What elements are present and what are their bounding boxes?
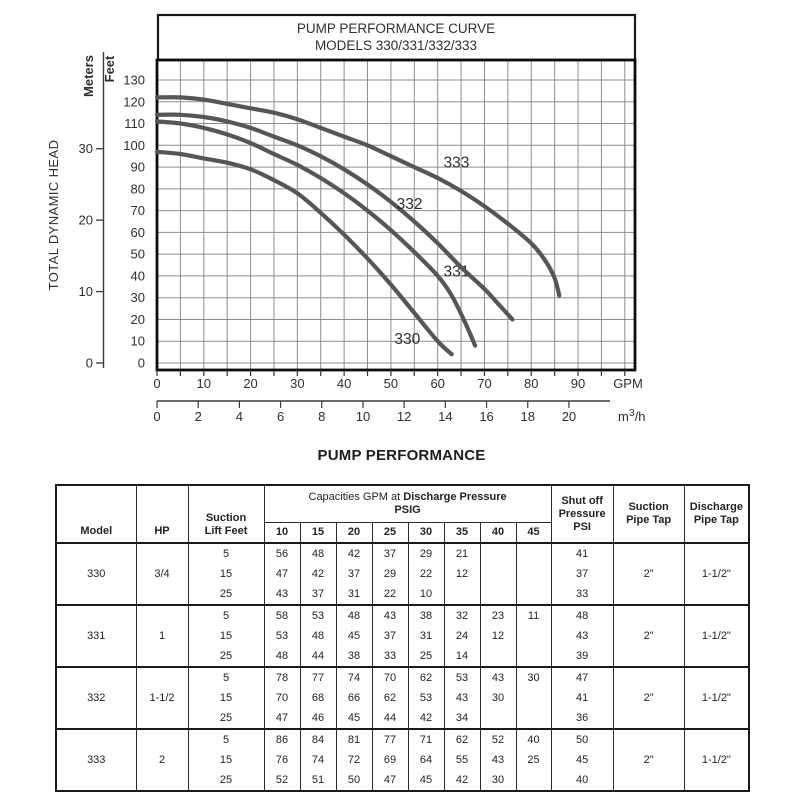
hp-cell: 1: [136, 605, 188, 667]
table-heading: PUMP PERFORMANCE: [317, 447, 486, 464]
col-header-psig-30: 30: [408, 522, 444, 543]
hp-cell: 2: [136, 729, 188, 791]
col-header-hp: HP: [136, 485, 188, 543]
svg-text:80: 80: [130, 181, 145, 197]
svg-text:16: 16: [479, 409, 494, 424]
col-header-discharge-tap: Discharge Pipe Tap: [684, 485, 749, 543]
capacity-cell-psig-10: 78 70 47: [264, 667, 300, 729]
capacity-cell-psig-25: 70 62 44: [372, 667, 408, 729]
curve-label-333: 333: [443, 154, 470, 172]
model-cell: 331: [56, 605, 136, 667]
capacity-cell-psig-10: 86 76 52: [264, 729, 300, 791]
capacity-cell-psig-40: 23 12: [480, 605, 516, 667]
capacity-cell-psig-20: 74 66 45: [336, 667, 372, 729]
m3h-unit-label: $m^3/h$: [618, 407, 646, 424]
x-axis-gpm: [153, 370, 642, 391]
curve-333: [157, 97, 559, 295]
svg-text:30: 30: [290, 376, 305, 391]
svg-text:60: 60: [130, 224, 145, 240]
grid: [157, 60, 635, 370]
svg-text:50: 50: [130, 246, 145, 262]
capacity-cell-psig-25: 77 69 47: [372, 729, 408, 791]
shutoff-cell: 41 37 33: [551, 543, 613, 605]
svg-text:20: 20: [561, 409, 577, 424]
svg-text:10: 10: [196, 376, 212, 391]
svg-text:10: 10: [130, 333, 145, 349]
discharge-tap-cell: 1-1/2": [684, 729, 749, 791]
capacity-cell-psig-30: 71 64 45: [408, 729, 444, 791]
chart-title: PUMP PERFORMANCE CURVE: [296, 21, 496, 36]
curve-label-330: 330: [394, 331, 421, 349]
discharge-tap-cell: 1-1/2": [684, 605, 749, 667]
capacity-cell-psig-10: 58 53 48: [264, 605, 300, 667]
capacity-cell-psig-20: 81 72 50: [336, 729, 372, 791]
svg-text:70: 70: [477, 376, 492, 391]
capacity-cell-psig-40: 52 43 30: [480, 729, 516, 791]
svg-text:18: 18: [520, 409, 535, 424]
col-header-psig-10: 10: [264, 522, 300, 543]
svg-text:20: 20: [243, 376, 258, 391]
hp-cell: 1-1/2: [136, 667, 188, 729]
svg-text:110: 110: [124, 116, 145, 132]
capacity-cell-psig-15: 84 74 51: [300, 729, 336, 791]
svg-text:70: 70: [130, 203, 145, 219]
y-axis-feet: [123, 73, 145, 371]
suction-tap-cell: 2": [613, 543, 684, 605]
svg-text:90: 90: [130, 159, 145, 175]
capacity-cell-psig-25: 43 37 33: [372, 605, 408, 667]
svg-text:10: 10: [78, 284, 93, 300]
capacity-cell-psig-45: 40 25: [516, 729, 551, 791]
svg-text:120: 120: [123, 94, 145, 110]
capacity-cell-psig-20: 42 37 31: [336, 543, 372, 605]
col-header-shutoff: Shut off Pressure PSI: [551, 485, 613, 543]
capacity-cell-psig-10: 56 47 43: [264, 543, 300, 605]
svg-text:100: 100: [123, 137, 145, 153]
capacity-cell-psig-20: 48 45 38: [336, 605, 372, 667]
svg-text:50: 50: [383, 376, 399, 391]
pump-performance-table: [55, 484, 750, 792]
col-header-model: Model: [56, 485, 136, 543]
col-header-suction-lift: Suction Lift Feet: [188, 485, 264, 543]
svg-text:8: 8: [318, 409, 326, 424]
suction-tap-cell: 2": [613, 667, 684, 729]
table-body: [56, 543, 749, 791]
svg-text:60: 60: [430, 376, 445, 391]
svg-text:4: 4: [235, 409, 244, 424]
lift-cell: 5 15 25: [188, 667, 264, 729]
model-cell: 332: [56, 667, 136, 729]
discharge-tap-cell: 1-1/2": [684, 543, 749, 605]
lift-cell: 5 15 25: [188, 605, 264, 667]
hp-cell: 3/4: [136, 543, 188, 605]
capacity-cell-psig-15: 77 68 46: [300, 667, 336, 729]
curves: [157, 97, 559, 354]
capacity-cell-psig-35: 32 24 14: [444, 605, 480, 667]
plot-border: [157, 60, 635, 370]
meters-unit-label: Meters: [81, 55, 96, 97]
capacity-cell-psig-30: 38 31 25: [408, 605, 444, 667]
col-header-psig-45: 45: [516, 522, 551, 543]
capacity-cell-psig-35: 53 43 34: [444, 667, 480, 729]
svg-text:40: 40: [130, 268, 145, 284]
svg-text:130: 130: [123, 72, 145, 88]
suction-tap-cell: 2": [613, 729, 684, 791]
x-axis-m3h: [153, 401, 645, 424]
svg-text:12: 12: [396, 409, 412, 424]
model-row-333: [56, 729, 749, 791]
col-header-psig-15: 15: [300, 522, 336, 543]
capacity-cell-psig-40: 43 30: [480, 667, 516, 729]
capacity-cell-psig-40: [480, 543, 516, 605]
capacity-cell-psig-25: 37 29 22: [372, 543, 408, 605]
model-row-331: [56, 605, 749, 667]
table-header: [56, 485, 749, 543]
svg-text:90: 90: [570, 376, 586, 391]
shutoff-cell: 47 41 36: [551, 667, 613, 729]
capacity-cell-psig-45: 30: [516, 667, 551, 729]
performance-table: [55, 484, 750, 792]
svg-text:6: 6: [276, 409, 285, 424]
svg-text:30: 30: [130, 290, 145, 306]
svg-text:2: 2: [194, 409, 202, 424]
capacity-cell-psig-15: 53 48 44: [300, 605, 336, 667]
curve-330: [157, 152, 452, 354]
svg-text:0: 0: [153, 376, 161, 391]
capacity-cell-psig-30: 29 22 10: [408, 543, 444, 605]
curve-label-332: 332: [396, 196, 423, 214]
model-row-330: [56, 543, 749, 605]
col-header-capacities: Capacities GPM at Discharge Pressure PSIG: [264, 485, 551, 522]
svg-text:0: 0: [137, 355, 145, 371]
svg-text:0: 0: [153, 409, 161, 424]
capacity-cell-psig-45: [516, 543, 551, 605]
svg-text:30: 30: [78, 141, 93, 157]
model-row-332: [56, 667, 749, 729]
svg-text:40: 40: [336, 376, 352, 391]
lift-cell: 5 15 25: [188, 543, 264, 605]
discharge-tap-cell: 1-1/2": [684, 667, 749, 729]
gpm-unit-label: GPM: [613, 376, 643, 391]
svg-text:20: 20: [78, 212, 93, 228]
capacity-cell-psig-35: 62 55 42: [444, 729, 480, 791]
svg-text:10: 10: [355, 409, 371, 424]
suction-tap-cell: 2": [613, 605, 684, 667]
model-cell: 333: [56, 729, 136, 791]
y-axis-title: TOTAL DYNAMIC HEAD: [46, 139, 61, 291]
curve-label-331: 331: [443, 263, 470, 281]
y-axis-meters: [79, 52, 104, 371]
svg-text:80: 80: [524, 376, 539, 391]
capacity-cell-psig-45: 11: [516, 605, 551, 667]
col-header-psig-40: 40: [480, 522, 516, 543]
svg-text:14: 14: [438, 409, 453, 424]
chart-subtitle: MODELS 330/331/332/333: [314, 38, 478, 53]
shutoff-cell: 50 45 40: [551, 729, 613, 791]
shutoff-cell: 48 43 39: [551, 605, 613, 667]
col-header-psig-25: 25: [372, 522, 408, 543]
model-cell: 330: [56, 543, 136, 605]
capacity-cell-psig-15: 48 42 37: [300, 543, 336, 605]
feet-unit-label: Feet: [102, 55, 117, 83]
col-header-psig-35: 35: [444, 522, 480, 543]
capacity-cell-psig-30: 62 53 42: [408, 667, 444, 729]
col-header-psig-20: 20: [336, 522, 372, 543]
capacity-cell-psig-35: 21 12: [444, 543, 480, 605]
col-header-suction-tap: Suction Pipe Tap: [613, 485, 684, 543]
svg-text:0: 0: [85, 355, 93, 371]
svg-text:20: 20: [130, 311, 145, 327]
lift-cell: 5 15 25: [188, 729, 264, 791]
